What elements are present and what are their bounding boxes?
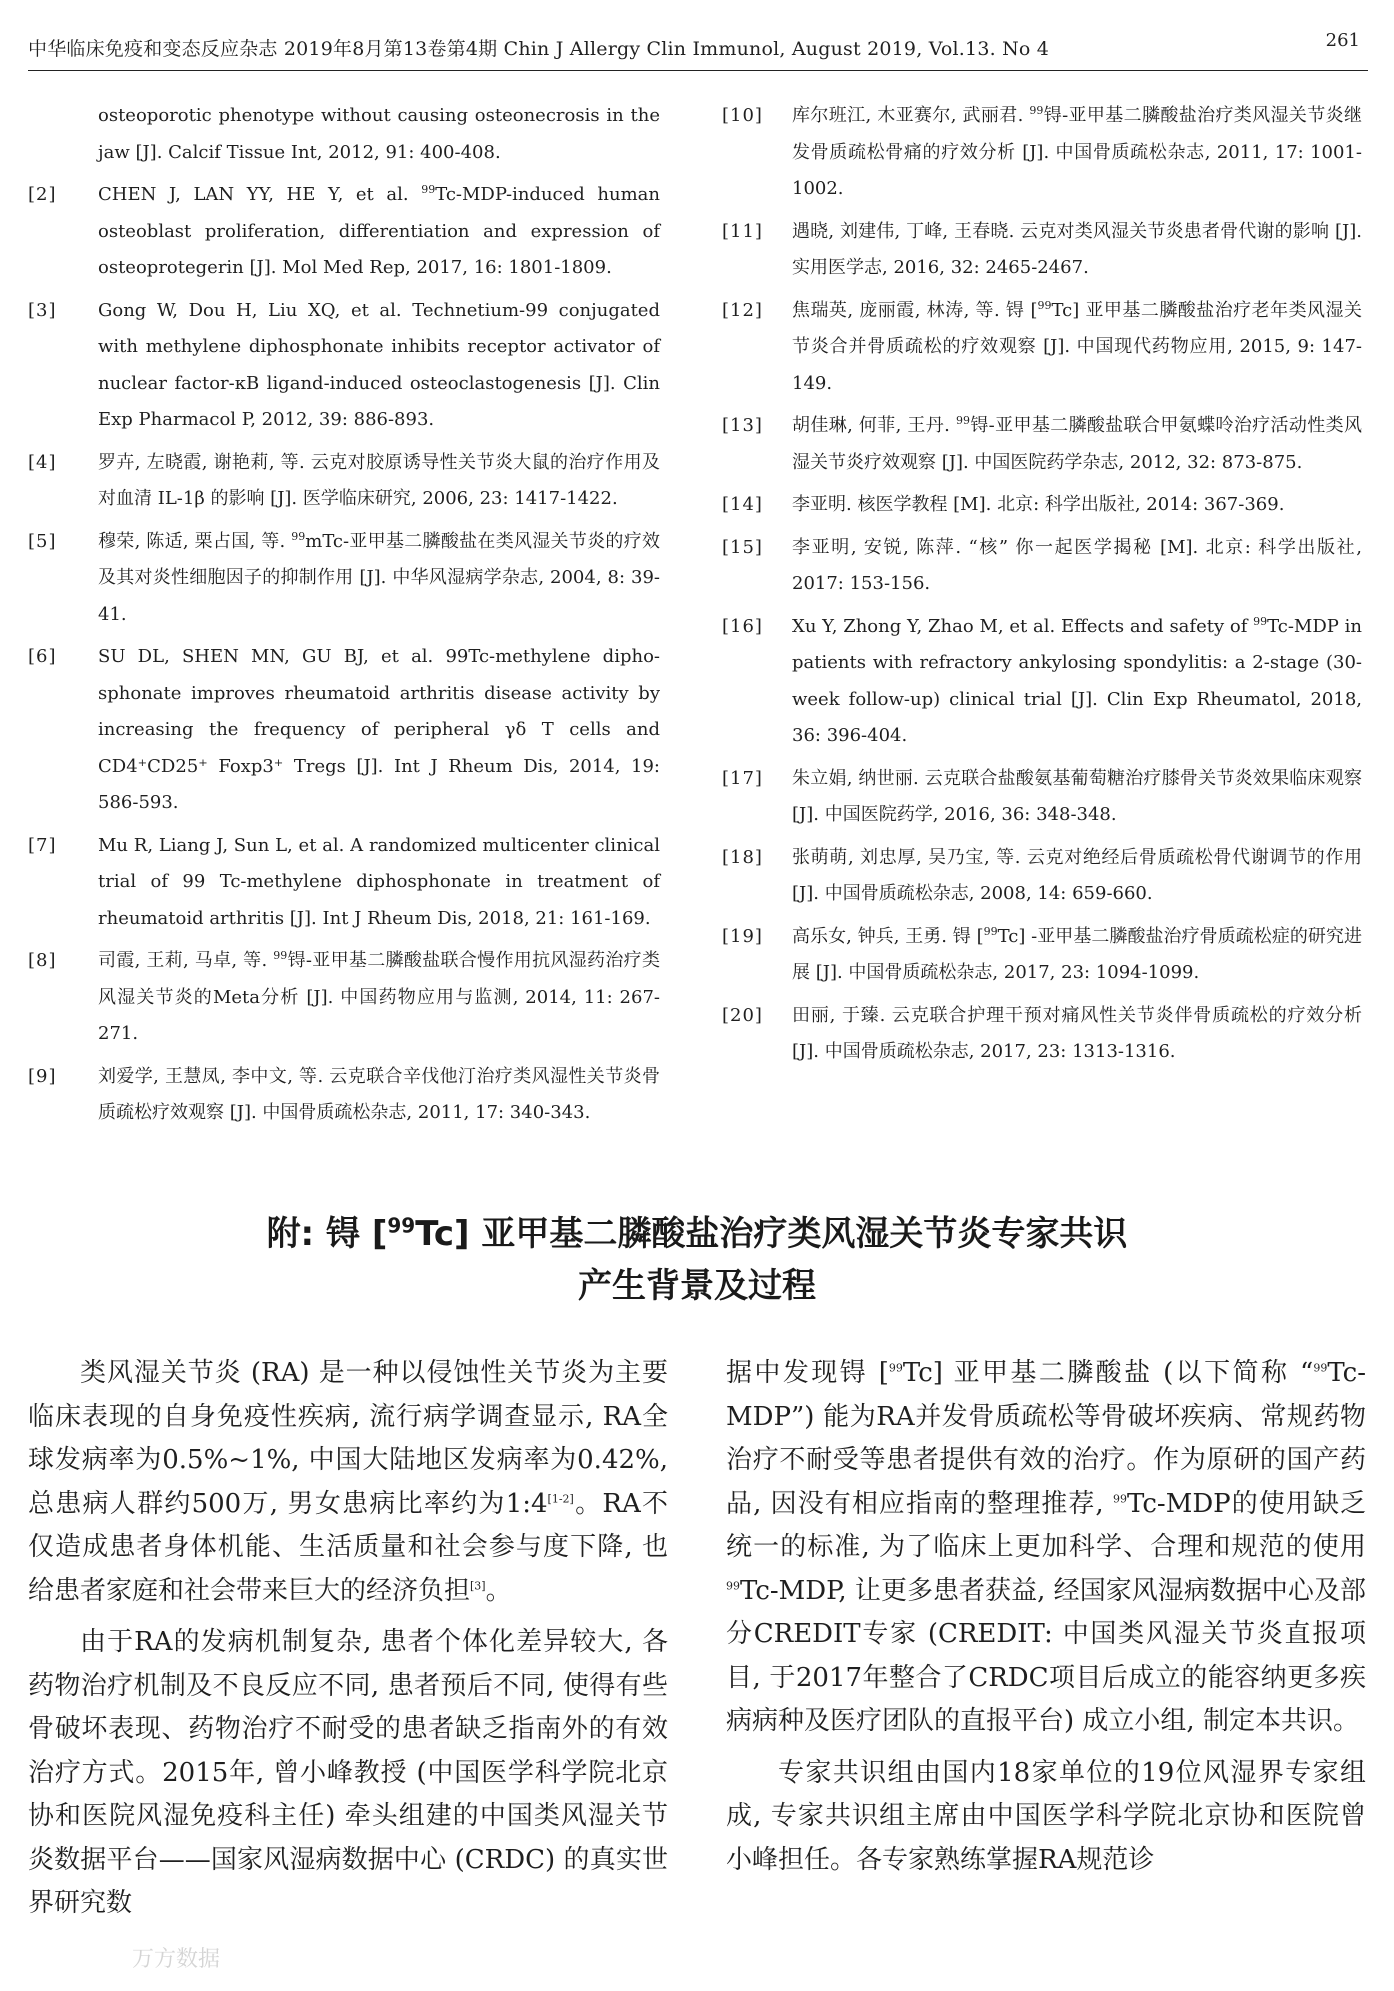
reference-number: [11]: [722, 220, 763, 242]
reference-item: [722, 214, 1362, 287]
reference-item: [28, 445, 660, 518]
reference-text: 田丽, 于臻. 云克联合护理干预对痛风性关节炎伴骨质疏松的疗效分析 [J]. 中国骨质疏松杂志, 2017, 23: 1313-1316.: [792, 1004, 1362, 1062]
reference-item: [12] 焦瑞英, 庞丽霞, 林涛, 等. 锝 [$^{99}$Tc] 亚甲基二膦酸盐治疗老年类风湿关节炎合并骨质疏松的疗效观察 [J]. 中国现代药物应用, 2015, 9: 147-149.: [722, 293, 1362, 403]
reference-item: [13] 胡佳琳, 何菲, 王丹. $^{99}$锝-亚甲基二膦酸盐联合甲氨蝶呤治疗活动性类风湿关节炎疗效观察 [J]. 中国医院药学杂志, 2012, 32: 873-875.: [722, 408, 1362, 481]
reference-text: 锝-亚甲基二膦酸盐治疗类风湿关节炎继发骨质疏松骨痛的疗效分析 [J]. 中国骨质疏松杂志, 2011, 17: 1001-1002.: [792, 105, 1362, 199]
reference-number: [2]: [28, 184, 57, 205]
reference-number: [6]: [28, 646, 57, 667]
page-number: 261: [1325, 30, 1360, 51]
reference-item: [16] Xu Y, Zhong Y, Zhao M, et al. Effects and safety of $^{99}$Tc-MDP in patients with refractory ankylosing spondylitis: a 2-stage (30-week follow-up) clinical trial [J]. Clin Exp Rheumatol, 2018, 36: 396-404.: [722, 609, 1362, 755]
reference-item: [722, 761, 1362, 834]
body-right-column: [726, 1352, 1366, 1890]
body-left-column: [28, 1352, 668, 1934]
reference-item: [722, 530, 1362, 603]
reference-text: Mu R, Liang J, Sun L, et al. A randomized multicenter clinical trial of 99 Tc-methylene diphosphonate in treatment of rheumatoid arthritis [J]. Int J Rheum Dis, 2018, 21: 161-169.: [98, 834, 660, 929]
reference-number: [4]: [28, 451, 57, 473]
reference-number: [20]: [722, 1004, 763, 1026]
reference-number: [19]: [722, 925, 763, 947]
reference-item: [8] 司霞, 王莉, 马卓, 等. $^{99}$锝-亚甲基二膦酸盐联合慢作用抗风湿药治疗类风湿关节炎的Meta分析 [J]. 中国药物应用与监测, 2014, 11: 267-271.: [28, 943, 660, 1053]
reference-text: 遇晓, 刘建伟, 丁峰, 王春晓. 云克对类风湿关节炎患者骨代谢的影响 [J]. 实用医学志, 2016, 32: 2465-2467.: [792, 220, 1362, 278]
reference-number: [12]: [722, 299, 763, 321]
reference-text: Tc] -亚甲基二膦酸盐治疗骨质疏松症的研究进展 [J]. 中国骨质疏松杂志, 2017, 23: 1094-1099.: [792, 925, 1363, 983]
reference-number: [7]: [28, 834, 57, 856]
reference-text: 张萌萌, 刘忠厚, 吴乃宝, 等. 云克对绝经后骨质疏松骨代谢调节的作用 [J]. 中国骨质疏松杂志, 2008, 14: 659-660.: [792, 846, 1362, 904]
reference-number: [16]: [722, 615, 763, 637]
reference-item: [722, 998, 1362, 1071]
body-paragraph: 由于RA的发病机制复杂, 患者个体化差异较大, 各药物治疗机制及不良反应不同, 患者预后不同, 使得有些骨破坏表现、药物治疗不耐受的患者缺乏指南外的有效治疗方式。2015年, 曾小峰教授 (中国医学科学院北京协和医院风湿免疫科主任) 牵头组建的中国类风湿关节炎数据平台——国家风湿病数据中心 (CRDC) 的真实世界研究数: [28, 1627, 668, 1918]
reference-item: [722, 487, 1362, 524]
reference-text: 李亚明. 核医学教程 [M]. 北京: 科学出版社, 2014: 367-369.: [792, 494, 1285, 515]
reference-text: osteoporotic phenotype without causing osteonecrosis in the jaw [J]. Calcif Tissue Int, 2012, 91: 400-408.: [98, 105, 660, 163]
reference-text: 罗卉, 左晓霞, 谢艳莉, 等. 云克对胶原诱导性关节炎大鼠的治疗作用及对血清 IL-1β 的影响 [J]. 医学临床研究, 2006, 23: 1417-1422.: [98, 451, 660, 509]
body-paragraph: 据中发现锝 [$^{99}$Tc] 亚甲基二膦酸盐 (以下简称 “$^{99}$Tc-MDP”) 能为RA并发骨质疏松等骨破坏疾病、常规药物治疗不耐受等患者提供有效的治疗。作为原研的国产药品, 因没有相应指南的整理推荐, $^{99}$Tc-MDP的使用缺乏统一的标准, 为了临床上更加科学、合理和规范的使用$^{99}$Tc-MDP, 让更多患者获益, 经国家风湿病数据中心及部分CREDIT专家 (CREDIT: 中国类风湿关节炎直报项目, 于2017年整合了CRDC项目后成立的能容纳更多疾病病种及医疗团队的直报平台) 成立小组, 制定本共识。: [726, 1358, 1367, 1736]
reference-text: 锝-亚甲基二膦酸盐联合慢作用抗风湿药治疗类风湿关节炎的Meta分析 [J]. 中国药物应用与监测, 2014, 11: 267-271.: [98, 950, 660, 1044]
reference-item: [10] 库尔班江, 木亚赛尔, 武丽君. $^{99}$锝-亚甲基二膦酸盐治疗类风湿关节炎继发骨质疏松骨痛的疗效分析 [J]. 中国骨质疏松杂志, 2011, 17: 1001-1002.: [722, 98, 1362, 208]
reference-item: [5] 穆荣, 陈适, 栗占国, 等. $^{99}$mTc-亚甲基二膦酸盐在类风湿关节炎的疗效及其对炎性细胞因子的抑制作用 [J]. 中华风湿病学杂志, 2004, 8: 39-41.: [28, 524, 660, 634]
reference-number: [9]: [28, 1065, 57, 1087]
reference-number: [8]: [28, 950, 57, 971]
watermark: 万方数据: [132, 1947, 221, 1972]
reference-text: Gong W, Dou H, Liu XQ, et al. Technetium-99 conjugated with methylene diphosphonate inhibits receptor activator of nuclear factor-κB ligand-induced osteoclastogenesis [J]. Clin Exp Pharmacol P, 2012, 39: 886-893.: [98, 299, 660, 430]
reference-number: [17]: [722, 767, 763, 789]
running-header: [28, 30, 1368, 71]
reference-number: [3]: [28, 299, 57, 321]
reference-text: Tc-MDP-induced human osteoblast proliferation, differentiation and expression of osteoprotegerin [J]. Mol Med Rep, 2017, 16: 1801-1809.: [98, 184, 660, 278]
reference-item: [722, 840, 1362, 913]
references-left-column: [28, 98, 660, 1138]
reference-item: [28, 98, 660, 171]
body-paragraph: 类风湿关节炎 (RA) 是一种以侵蚀性关节炎为主要临床表现的自身免疫性疾病, 流行病学调查显示, RA全球发病率为0.5%~1%, 中国大陆地区发病率为0.42%, 总患病人群约500万, 男女患病比率约为1:4[1-2]。RA不仅造成患者身体机能、生活质量和社会参与度下降, 也给患者家庭和社会带来巨大的经济负担[3]。: [28, 1358, 668, 1606]
reference-text: 李亚明, 安锐, 陈萍. “核” 你一起医学揭秘 [M]. 北京: 科学出版社, 2017: 153-156.: [792, 536, 1362, 594]
reference-item: [28, 1059, 660, 1132]
appendix-title-line2: 产生背景及过程: [578, 1266, 816, 1306]
reference-text: 朱立娟, 纳世丽. 云克联合盐酸氨基葡萄糖治疗膝骨关节炎效果临床观察 [J]. 中国医院药学, 2016, 36: 348-348.: [792, 767, 1362, 825]
reference-text: Tc] 亚甲基二膦酸盐治疗老年类风湿关节炎合并骨质疏松的疗效观察 [J]. 中国现代药物应用, 2015, 9: 147-149.: [792, 299, 1362, 394]
appendix-title: [0, 1208, 1394, 1312]
reference-item: [19] 高乐女, 钟兵, 王勇. 锝 [$^{99}$Tc] -亚甲基二膦酸盐治疗骨质疏松症的研究进展 [J]. 中国骨质疏松杂志, 2017, 23: 1094-1099.: [722, 919, 1362, 992]
reference-number: [13]: [722, 415, 763, 436]
reference-item: [28, 828, 660, 938]
reference-item: [28, 639, 660, 822]
references-right-column: [722, 98, 1362, 1077]
reference-item: [2] CHEN J, LAN YY, HE Y, et al. $^{99}$Tc-MDP-induced human osteoblast proliferation, differentiation and expression of osteoprotegerin [J]. Mol Med Rep, 2017, 16: 1801-1809.: [28, 177, 660, 287]
reference-text: Tc-MDP in patients with refractory ankylosing spondylitis: a 2-stage (30-week follow-up) clinical trial [J]. Clin Exp Rheumatol, 2018, 36: 396-404.: [792, 615, 1362, 746]
reference-text: mTc-亚甲基二膦酸盐在类风湿关节炎的疗效及其对炎性细胞因子的抑制作用 [J]. 中华风湿病学杂志, 2004, 8: 39-41.: [98, 530, 660, 625]
reference-item: [28, 293, 660, 439]
reference-number: [5]: [28, 530, 57, 552]
journal-citation: 中华临床免疫和变态反应杂志 2019年8月第13卷第4期 Chin J Allergy Clin Immunol, August 2019, Vol.13. No 4: [28, 38, 1050, 60]
reference-number: [14]: [722, 494, 763, 515]
appendix-title-line1: 附: 锝 [$^{99}$Tc] 亚甲基二膦酸盐治疗类风湿关节炎专家共识: [266, 1213, 1128, 1254]
reference-text: SU DL, SHEN MN, GU BJ, et al. 99Tc-methylene dipho-sphonate improves rheumatoid arthritis disease activity by increasing the frequency of peripheral γδ T cells and CD4⁺CD25⁺ Foxp3⁺ Tregs [J]. Int J Rheum Dis, 2014, 19: 586-593.: [98, 646, 660, 813]
reference-number: [18]: [722, 846, 763, 868]
reference-number: [15]: [722, 536, 763, 558]
reference-number: [10]: [722, 105, 763, 126]
reference-text: 锝-亚甲基二膦酸盐联合甲氨蝶呤治疗活动性类风湿关节炎疗效观察 [J]. 中国医院药学杂志, 2012, 32: 873-875.: [792, 415, 1362, 473]
body-paragraph: 专家共识组由国内18家单位的19位风湿界专家组成, 专家共识组主席由中国医学科学院北京协和医院曾小峰担任。各专家熟练掌握RA规范诊: [726, 1757, 1366, 1875]
reference-text: 刘爱学, 王慧凤, 李中文, 等. 云克联合辛伐他汀治疗类风湿性关节炎骨质疏松疗效观察 [J]. 中国骨质疏松杂志, 2011, 17: 340-343.: [98, 1065, 660, 1123]
